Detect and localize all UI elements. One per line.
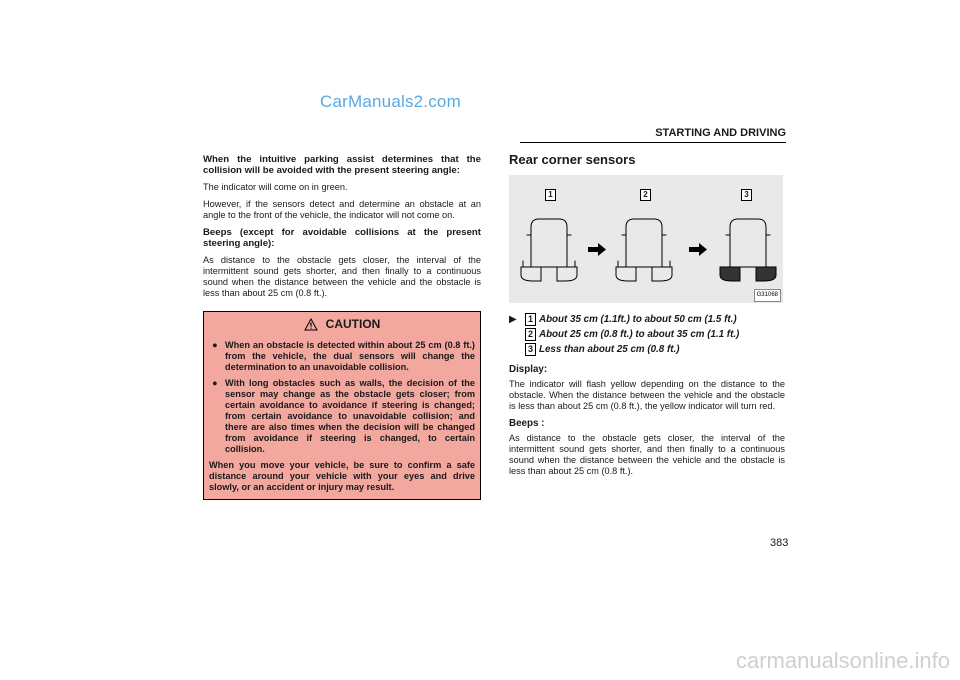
warning-triangle-icon [304,318,318,331]
arrow-right-icon [588,243,606,256]
watermark-top[interactable]: CarManuals2.com [320,92,461,111]
caution-closing: When you move your vehicle, be sure to confirm a safe distance around your vehicle with your eyes and drive slowly, or an accident or injury may result. [209,460,475,492]
legend-text: About 25 cm (0.8 ft.) to about 35 cm (1.1 ft.) [539,329,740,340]
car-outline-icon [523,219,575,267]
beeps-heading-right: Beeps : [509,418,545,429]
steering-condition-heading: When the intuitive parking assist determines that the collision will be avoided with the present steering angle: [203,154,481,176]
list-item [209,340,475,373]
beeps-heading: Beeps (except for avoidable collisions at the present steering angle): [203,227,481,249]
page-number: 383 [770,537,789,549]
figure-label-1: 1 [545,189,556,201]
bullet-icon: ● [212,378,218,388]
legend-number: 3 [525,343,536,356]
arrow-right-icon [689,243,707,256]
car-outline-icon [726,219,770,267]
rear-corner-sensors-title: Rear corner sensors [509,152,636,167]
list-item [509,328,785,341]
list-item [509,343,785,356]
legend-text: About 35 cm (1.1ft.) to about 50 cm (1.5 ft.) [539,314,737,325]
caution-box [203,311,481,500]
display-heading: Display: [509,364,548,375]
right-column [509,154,785,483]
distance-legend [509,313,785,356]
figure-label-3: 3 [741,189,752,201]
beeps-text: As distance to the obstacle gets closer, the interval of the intermittent sound gets shorter, and then finally to a continuous sound when the distance between the vehicle and the obstacle is less than about 25 cm (0.8 ft.). [203,255,481,298]
pointer-arrow-icon: ▶ [509,314,517,325]
figure-label-2: 2 [640,189,651,201]
sensor-diagram [509,175,783,303]
caution-list [209,340,475,455]
left-column [203,154,481,500]
list-item [509,313,785,326]
bullet-icon: ● [212,340,218,350]
display-text: The indicator will flash yellow depending on the distance to the obstacle. When the distance between the vehicle and the obstacle is less than about 25 cm (0.8 ft.), the yellow indicator will turn red. [509,379,785,411]
green-indicator-text: The indicator will come on in green. [203,182,348,192]
legend-number: 1 [525,313,536,326]
caution-title [209,318,475,331]
legend-number: 2 [525,328,536,341]
section-header: STARTING AND DRIVING [520,127,786,143]
figure-code: G31068 [754,289,781,302]
list-item [209,378,475,455]
caution-item-text: When an obstacle is detected within about 25 cm (0.8 ft.) from the vehicle, the dual sensors will change the determination to an unavoidable collision. [225,340,475,372]
caution-item-text: With long obstacles such as walls, the decision of the sensor may change as the obstacle gets closer; from certain avoidance to avoidance if steering is changed; from certain avoidance to unavoidable collision; and there are also times when the decision will be changed from avoidance if steering is changed, to certain collision. [225,378,475,454]
car-outline-icon [618,219,670,267]
caution-label: CAUTION [325,317,381,331]
beeps-text-right: As distance to the obstacle gets closer, the interval of the intermittent sound gets shorter, and then finally to a continuous sound when the distance between the vehicle and the obstacle is less than about 25 cm (0.8 ft.). [509,433,785,476]
legend-text: Less than about 25 cm (0.8 ft.) [539,344,680,355]
watermark-bottom[interactable]: carmanualsonline.info [735,648,950,673]
angle-obstacle-text: However, if the sensors detect and determine an obstacle at an angle to the front of the vehicle, the indicator will not come on. [203,199,481,220]
